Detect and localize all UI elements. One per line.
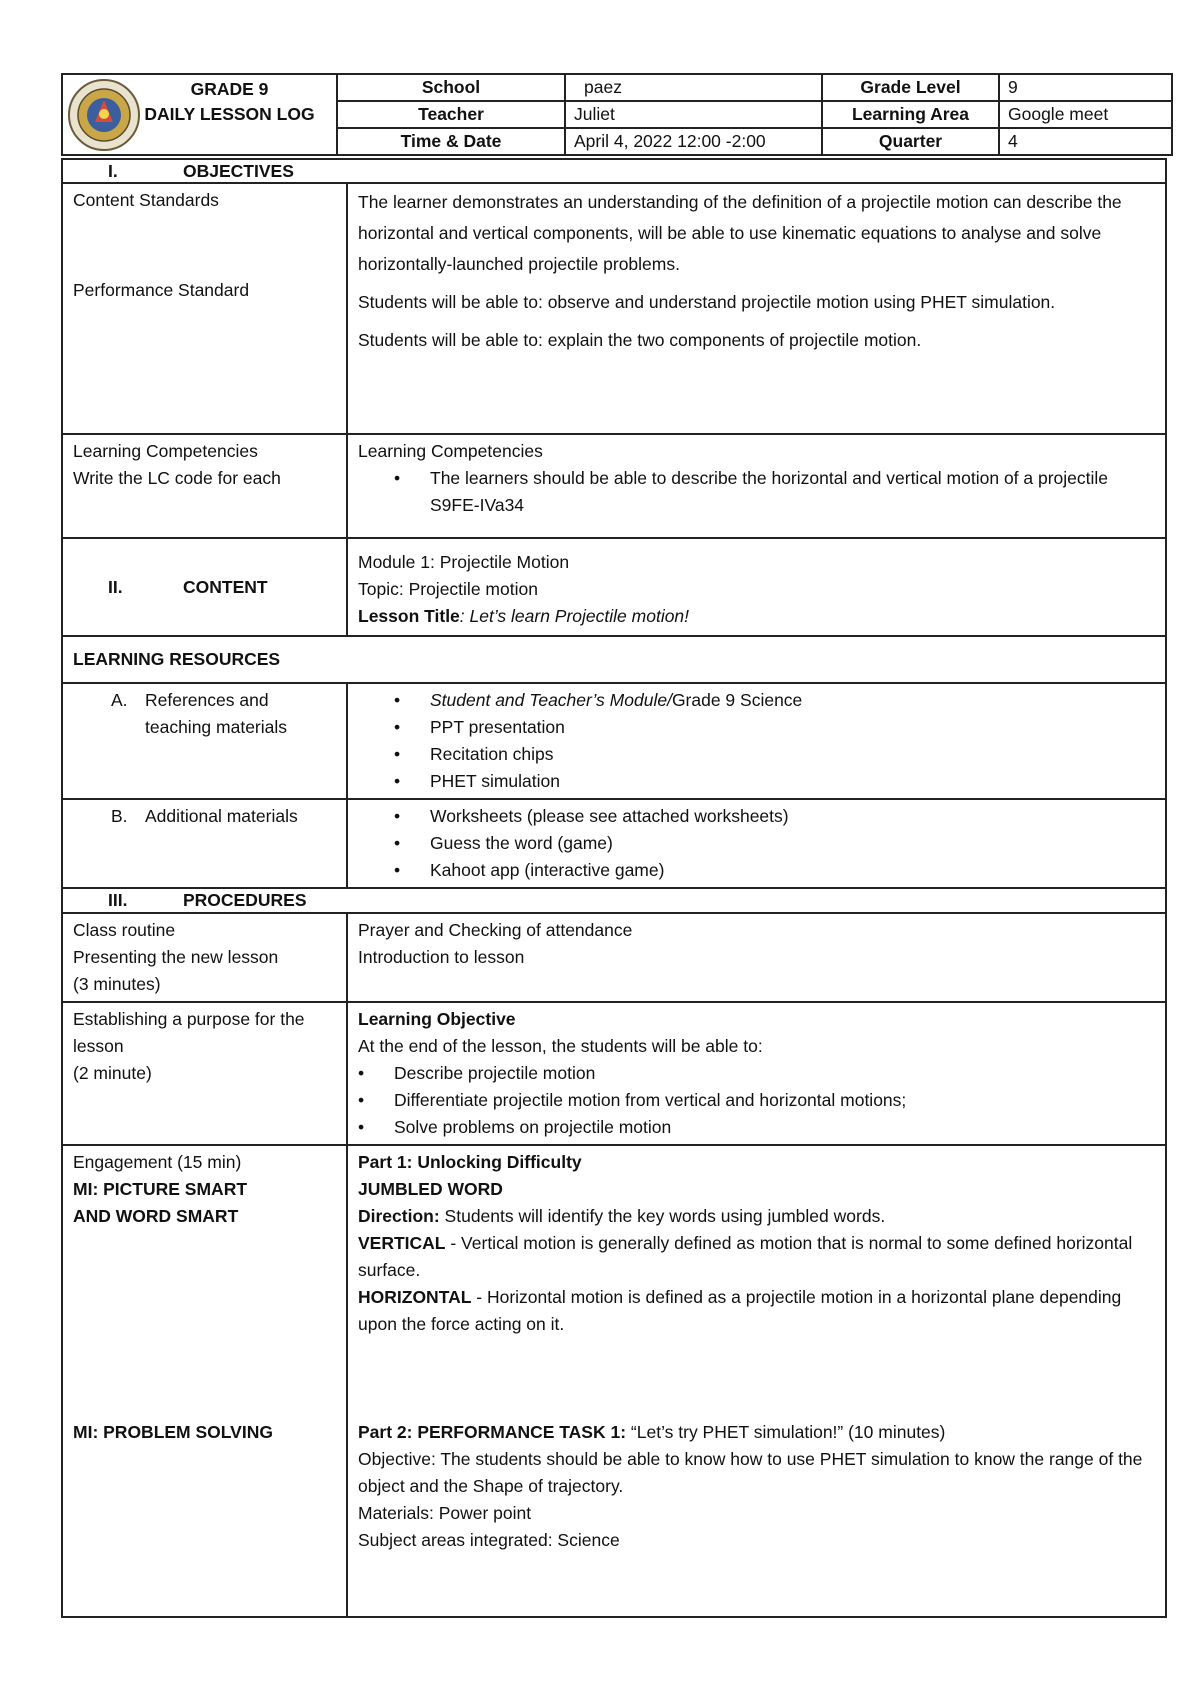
- purpose-row: [62, 1002, 1166, 1145]
- lesson-table: [61, 158, 1167, 1618]
- resources-heading: LEARNING RESOURCES: [62, 636, 1166, 683]
- lesson-title-value: : Let’s learn Projectile motion!: [459, 606, 690, 626]
- teacher-value: Juliet: [565, 101, 822, 128]
- part1-title: Part 1: Unlocking Difficulty: [358, 1152, 582, 1172]
- engagement-label: Engagement (15 min): [73, 1152, 242, 1172]
- reference-item: • PPT presentation: [358, 714, 1155, 741]
- additional-right-cell: [347, 799, 1166, 888]
- engagement-right-cell: [347, 1145, 1166, 1617]
- reference-item: [358, 687, 1155, 714]
- performance-standard-2: Students will be able to: explain the two components of projectile motion.: [358, 330, 922, 350]
- horizontal-definition: [358, 1284, 1155, 1338]
- module-text: Module 1: Projectile Motion: [358, 552, 570, 572]
- lc-label-1: Learning Competencies: [73, 441, 258, 461]
- performance-standard-1: Students will be able to: observe and understand projectile motion using PHET simulation.: [358, 292, 1056, 312]
- routine-right-cell: [347, 913, 1166, 1002]
- title-line-2: DAILY LESSON LOG: [144, 104, 315, 124]
- objectives-heading-row: [62, 159, 1166, 183]
- additional-label: Additional materials: [145, 806, 298, 826]
- routine-right-line: Prayer and Checking of attendance: [358, 920, 633, 940]
- part2-title-rest: “Let’s try PHET simulation!” (10 minutes): [626, 1422, 946, 1442]
- content-heading: [62, 538, 347, 636]
- purpose-item: • Differentiate projectile motion from vertical and horizontal motions;: [358, 1087, 1155, 1114]
- part2-subjects: Subject areas integrated: Science: [358, 1530, 620, 1550]
- additional-item: • Kahoot app (interactive game): [358, 857, 1155, 884]
- horizontal-label: HORIZONTAL: [358, 1287, 472, 1307]
- teacher-label: Teacher: [337, 101, 565, 128]
- topic-text: Topic: Projectile motion: [358, 579, 538, 599]
- header-table: [61, 73, 1173, 156]
- horizontal-body: - Horizontal motion is defined as a projectile motion in a horizontal plane depending upon the force acting on it.: [358, 1287, 1122, 1334]
- grade-level-label: Grade Level: [822, 74, 999, 101]
- objectives-number: I.: [108, 161, 118, 181]
- purpose-left-line: (2 minute): [73, 1063, 152, 1083]
- content-standards-text: The learner demonstrates an understanding of the definition of a projectile motion can describe the horizontal and vertical components, will be able to use kinematic equations to analyse and solve horizontally-launched projectile problems.: [358, 192, 1122, 274]
- title-line-1: GRADE 9: [190, 79, 269, 99]
- school-label: School: [337, 74, 565, 101]
- competencies-left-cell: [62, 434, 347, 538]
- additional-left-cell: [62, 799, 347, 888]
- title-cell: [62, 74, 337, 155]
- routine-left-line: (3 minutes): [73, 974, 161, 994]
- content-right-cell: [347, 538, 1166, 636]
- routine-left-line: Class routine: [73, 920, 176, 940]
- grade-level-value: 9: [999, 74, 1172, 101]
- standards-right-cell: [347, 183, 1166, 434]
- vertical-definition: [358, 1230, 1155, 1284]
- mi-problem-label: MI: PROBLEM SOLVING: [73, 1422, 273, 1442]
- jumbled-word-heading: JUMBLED WORD: [358, 1179, 503, 1199]
- reference-module-rest: Grade 9 Science: [671, 690, 803, 710]
- content-number: II.: [108, 576, 123, 597]
- purpose-left-line: Establishing a purpose for the lesson: [73, 1009, 305, 1056]
- quarter-value: 4: [999, 128, 1172, 155]
- additional-number: B.: [111, 806, 128, 826]
- routine-row: [62, 913, 1166, 1002]
- lesson-title-label: Lesson Title: [358, 606, 460, 626]
- time-date-label: Time & Date: [337, 128, 565, 155]
- purpose-intro: At the end of the lesson, the students will be able to:: [358, 1036, 763, 1056]
- reference-item: • Recitation chips: [358, 741, 1155, 768]
- learning-area-value: Google meet: [999, 101, 1172, 128]
- reference-item: • PHET simulation: [358, 768, 1155, 795]
- additional-item: • Guess the word (game): [358, 830, 1155, 857]
- references-row: [62, 683, 1166, 799]
- routine-left-cell: [62, 913, 347, 1002]
- purpose-heading: Learning Objective: [358, 1009, 516, 1029]
- objectives-title: OBJECTIVES: [183, 161, 294, 181]
- purpose-right-cell: [347, 1002, 1166, 1145]
- part2-title: [358, 1419, 1155, 1446]
- references-right-cell: [347, 683, 1166, 799]
- standards-left-cell: [62, 183, 347, 434]
- resources-heading-row: [62, 636, 1166, 683]
- procedures-heading-row: [62, 888, 1166, 913]
- learning-area-label: Learning Area: [822, 101, 999, 128]
- procedures-heading: [62, 888, 1166, 913]
- performance-standard-label: Performance Standard: [73, 280, 250, 300]
- part2-materials: Materials: Power point: [358, 1503, 532, 1523]
- time-date-value: April 4, 2022 12:00 -2:00: [565, 128, 822, 155]
- engagement-left-cell: [62, 1145, 347, 1617]
- lesson-title: [358, 603, 1155, 630]
- routine-right-line: Introduction to lesson: [358, 947, 525, 967]
- procedures-title: PROCEDURES: [183, 890, 307, 910]
- competencies-right-cell: [347, 434, 1166, 538]
- content-row: [62, 538, 1166, 636]
- references-label: References and teaching materials: [145, 690, 288, 737]
- direction-text: [358, 1203, 1155, 1230]
- part2-objective: Objective: The students should be able to know how to use PHET simulation to know the range of the object and the Shape of trajectory.: [358, 1449, 1143, 1496]
- additional-row: [62, 799, 1166, 888]
- objectives-heading: [62, 159, 1166, 183]
- lc-heading: Learning Competencies: [358, 441, 543, 461]
- lc-label-2: Write the LC code for each: [73, 468, 281, 488]
- reference-module-italic: Student and Teacher’s Module/: [430, 690, 672, 710]
- standards-row: [62, 183, 1166, 434]
- content-standards-label: Content Standards: [73, 190, 219, 210]
- vertical-label: VERTICAL: [358, 1233, 446, 1253]
- procedures-number: III.: [108, 890, 128, 910]
- direction-label: Direction:: [358, 1206, 440, 1226]
- vertical-body: - Vertical motion is generally defined as motion that is normal to some defined horizontal surface.: [358, 1233, 1133, 1280]
- school-seal-icon: [67, 78, 141, 152]
- content-title: CONTENT: [183, 576, 268, 597]
- references-left-cell: [62, 683, 347, 799]
- references-number: A.: [111, 690, 128, 710]
- part2-title-bold: Part 2: PERFORMANCE TASK 1:: [358, 1422, 627, 1442]
- engagement-row: [62, 1145, 1166, 1617]
- routine-left-line: Presenting the new lesson: [73, 947, 279, 967]
- competencies-row: [62, 434, 1166, 538]
- purpose-item: • Solve problems on projectile motion: [358, 1114, 1155, 1141]
- mi-picture-label: MI: PICTURE SMART AND WORD SMART: [73, 1179, 248, 1226]
- additional-item: • Worksheets (please see attached worksheets): [358, 803, 1155, 830]
- purpose-item: • Describe projectile motion: [358, 1060, 1155, 1087]
- direction-body: Students will identify the key words using jumbled words.: [439, 1206, 886, 1226]
- school-value: paez: [565, 74, 822, 101]
- quarter-label: Quarter: [822, 128, 999, 155]
- purpose-left-cell: [62, 1002, 347, 1145]
- lc-item: • The learners should be able to describe the horizontal and vertical motion of a projectile S9FE-IVa34: [358, 465, 1155, 519]
